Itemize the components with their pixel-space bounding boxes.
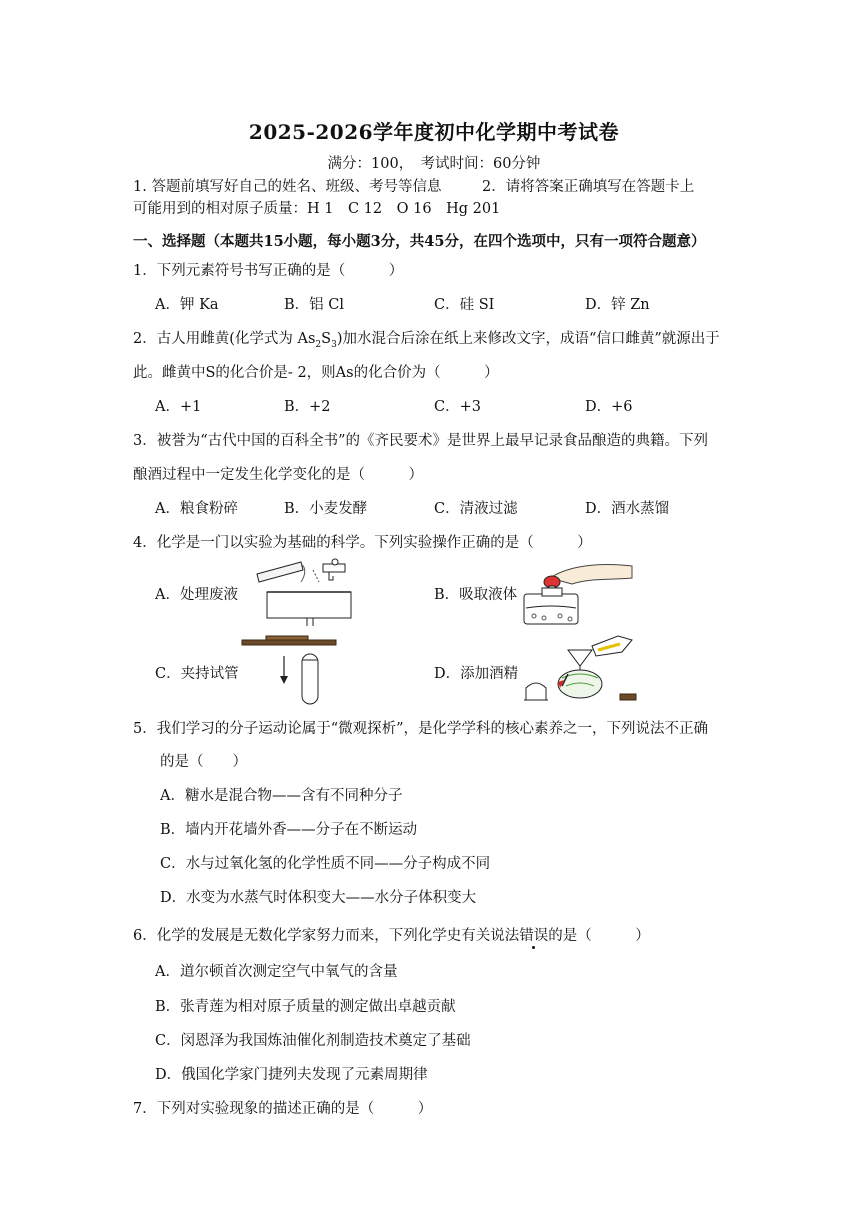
section-heading: 一、选择题（本题共15小题，每小题3分，共45分，在四个选项中，只有一项符合题意） [133, 233, 706, 250]
q5-option-c: C．水与过氧化氢的化学性质不同——分子构成不同 [160, 856, 491, 872]
q6-stem-end: 的是（ ） [548, 928, 650, 944]
q2-option-d: D．+6 [585, 399, 633, 415]
q2-sub-1: 2 [315, 339, 322, 350]
q3-option-a: A．粮食粉碎 [155, 501, 238, 517]
question-4-stem: 4．化学是一门以实验为基础的科学。下列实验操作正确的是（ ） [133, 535, 592, 551]
question-6-stem [133, 927, 650, 945]
q4-option-b: B．吸取液体 [434, 587, 518, 603]
question-2-stem-line2: 此。雌黄中S的化合价是- 2，则As的化合价为（ ） [133, 365, 499, 381]
q4-option-d: D．添加酒精 [434, 666, 519, 682]
q1-option-d: D．锌 Zn [585, 297, 650, 313]
q3-option-b: B．小麦发酵 [284, 501, 368, 517]
test-tube-clamp-illustration [240, 634, 340, 710]
question-5-stem-line2: 的是（ ） [160, 754, 247, 770]
q5-option-a: A．糖水是混合物——含有不同种分子 [160, 788, 403, 804]
q2-option-a: A．+1 [155, 399, 202, 415]
note-answer-card: 2．请将答案正确填写在答题卡上 [482, 179, 695, 195]
question-2-stem [133, 330, 720, 354]
waste-liquid-sink-illustration [255, 556, 355, 626]
alcohol-lamp-illustration [522, 630, 642, 708]
q6-option-b: B．张青莲为相对原子质量的测定做出卓越贡献 [155, 999, 456, 1015]
q2-option-b: B．+2 [284, 399, 331, 415]
q5-option-d: D．水变为水蒸气时体积变大——水分子体积变大 [160, 890, 477, 906]
question-3-stem: 3．被誉为“古代中国的百科全书”的《齐民要术》是世界上最早记录食品酿造的典籍。下列 [133, 433, 709, 449]
question-5-stem: 5．我们学习的分子运动论属于“微观探析”，是化学学科的核心素养之一，下列说法不正确 [133, 721, 709, 737]
dropper-illustration [520, 556, 635, 628]
note-fill-info: 1. 答题前填写好自己的姓名、班级、考号等信息 [133, 179, 442, 195]
question-7-stem: 7．下列对实验现象的描述正确的是（ ） [133, 1101, 433, 1117]
q3-option-d: D．酒水蒸馏 [585, 501, 670, 517]
q4-option-a: A．处理废液 [155, 587, 238, 603]
page-title: 2025-2026学年度初中化学期中考试卷 [248, 120, 620, 144]
q3-option-c: C．清液过滤 [434, 501, 518, 517]
q2-option-c: C．+3 [434, 399, 481, 415]
q4-option-c: C．夹持试管 [155, 666, 239, 682]
q2-stem-start: 2．古人用雌黄(化学式为 [133, 331, 298, 347]
question-3-stem-line2: 酿酒过程中一定发生化学变化的是（ ） [133, 467, 423, 483]
q6-option-c: C．闵恩泽为我国炼油催化剂制造技术奠定了基础 [155, 1033, 471, 1049]
exam-info: 满分：100， 考试时间：60分钟 [327, 156, 541, 172]
q6-emphasis: 错误 [519, 928, 549, 944]
q5-option-b: B．墙内开花墙外香——分子在不断运动 [160, 822, 418, 838]
q1-option-c: C．硅 SI [434, 297, 495, 313]
q2-formula-s: S [321, 331, 332, 347]
q2-stem-end: )加水混合后涂在纸上来修改文字，成语“信口雌黄”就源出于 [336, 331, 720, 347]
q6-stem-start: 6．化学的发展是无数化学家努力而来，下列化学史有关说法 [133, 928, 520, 944]
q2-formula-as: As [297, 331, 316, 347]
q1-option-b: B．铝 Cl [284, 297, 344, 313]
question-1-stem: 1．下列元素符号书写正确的是（ ） [133, 263, 404, 279]
q6-option-a: A．道尔顿首次测定空气中氧气的含量 [155, 964, 398, 980]
q2-sub-2: 3 [331, 339, 337, 350]
q6-option-d: D．俄国化学家门捷列夫发现了元素周期律 [155, 1067, 428, 1083]
q1-option-a: A．钾 Ka [155, 297, 219, 313]
atomic-mass-note: 可能用到的相对原子质量：H 1 C 12 O 16 Hg 201 [133, 201, 501, 217]
